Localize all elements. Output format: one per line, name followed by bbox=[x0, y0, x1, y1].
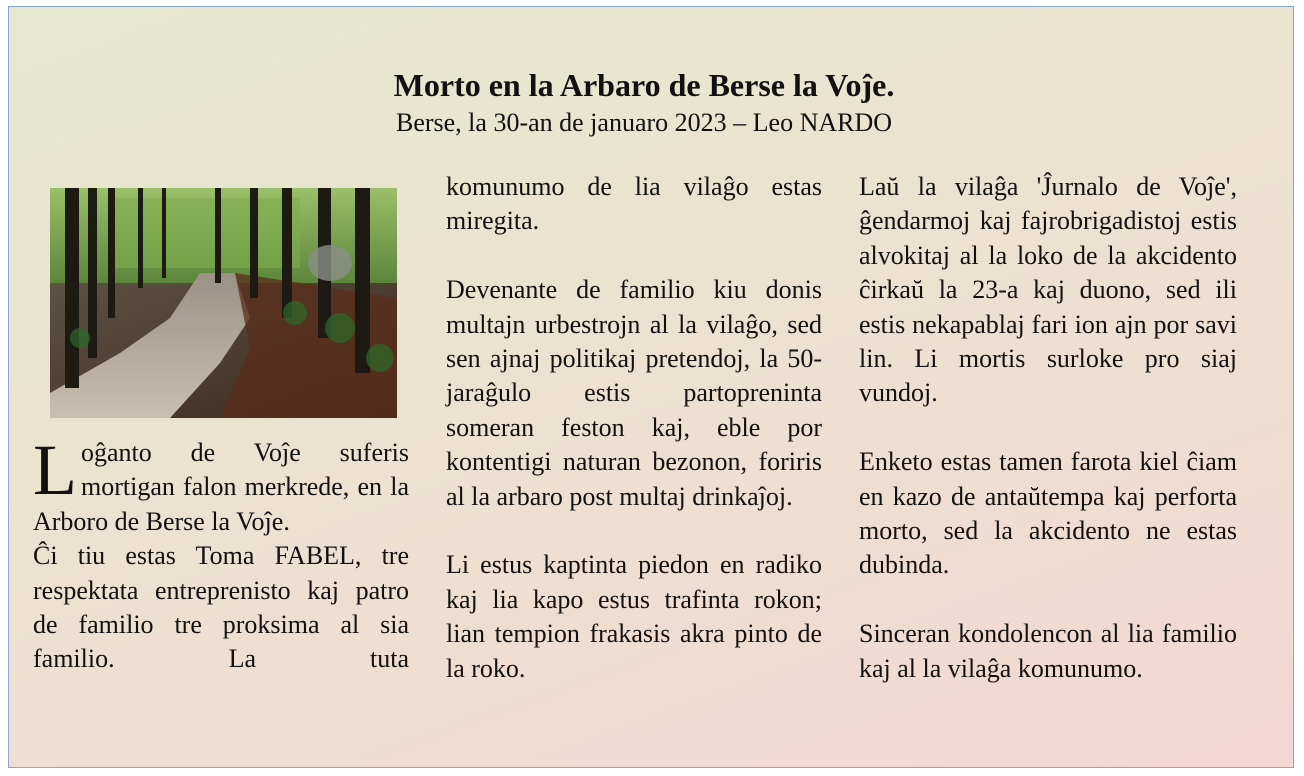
drop-cap: L bbox=[33, 430, 77, 510]
paragraph: Ĉi tiu estas Toma FABEL, tre respektata entreprenisto kaj patro de familio tre proksima al sia familio. La tuta bbox=[33, 541, 409, 674]
article-title: Morto en la Arbaro de Berse la Voĵe. bbox=[393, 67, 895, 103]
paragraph: Laŭ la vilaĝa 'Ĵurnalo de Voĵe', ĝendarmoj kaj fajrobrigadistoj estis alvokitaj al la loko de la akcidento ĉirkaŭ la 23-a kaj duono, sed ili estis nekapablaj fari ion ajn por savi lin. Li mortis surloke pro siaj vundoj. bbox=[859, 172, 1237, 408]
paragraph: Devenante de familio kiu donis multajn urbestrojn al la vilaĝo, sed sen ajnaj politikaj pretendoj, la 50-jaraĝulo estis partopreninta someran feston kaj, eble por kontentigi naturan bezonon, foriris al la arbaro post multaj drinkaĵoj. bbox=[446, 275, 822, 511]
paragraph bbox=[33, 430, 409, 539]
paragraph: Li estus kaptinta piedon en radiko kaj lia kapo estus trafinta rokon; lian tempion frakasis akra pinto de la roko. bbox=[446, 550, 822, 683]
paragraph: Sinceran kondolencon al lia familio kaj al la vilaĝa komunumo. bbox=[859, 619, 1237, 683]
forest-path-photo bbox=[50, 188, 397, 418]
paragraph: Enketo estas tamen farota kiel ĉiam en kazo de antaŭtempa kaj perforta morto, sed la akcidento ne estas dubinda. bbox=[859, 447, 1237, 580]
column-3 bbox=[859, 170, 1237, 686]
paragraph: komunumo de lia vilaĝo estas miregita. bbox=[446, 172, 822, 236]
column-2 bbox=[446, 170, 822, 686]
column-1 bbox=[33, 430, 409, 677]
paragraph-text: oĝanto de Voĵe suferis mortigan falon merkrede, en la Arboro de Berse la Voĵe. bbox=[33, 438, 409, 536]
article-byline: Berse, la 30-an de januaro 2023 – Leo NARDO bbox=[395, 108, 893, 137]
